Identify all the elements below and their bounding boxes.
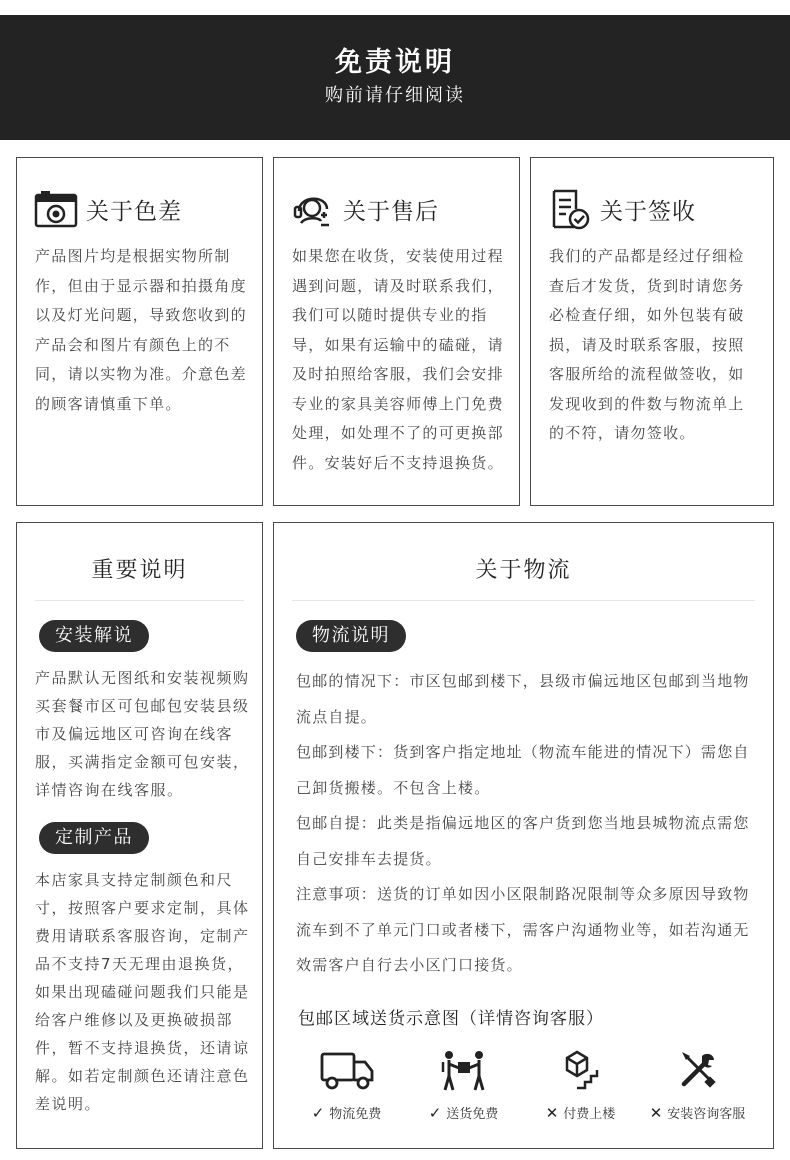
delivery-caption: 包邮区域送货示意图（详情咨询客服） [298, 1008, 604, 1029]
card-header [548, 186, 773, 232]
logistics-paragraph: 注意事项：送货的订单如因小区限制路况限制等众多原因导致物流车到不了单元门口或者楼下，需客户沟通物业等，如若沟通无效需客户自行去小区门口接货。 [296, 885, 750, 974]
logistics-tag: 物流说明 [296, 620, 406, 652]
check-icon: ✓ [428, 1103, 442, 1122]
cross-icon: ✕ [545, 1103, 559, 1122]
card-header [291, 186, 519, 232]
divider [292, 600, 755, 601]
custom-text: 本店家具支持定制颜色和尺寸，按照客户要求定制，具体费用请联系客服咨询，定制产品不支持7天无理由退换货，如果出现磕碰问题我们只能是给客户维修以及更换破损部件，暂不支持退换货，还请谅解。如若定制颜色还请注意色差说明。 [35, 871, 250, 1113]
card-title: 关于色差 [86, 198, 182, 225]
service-item [522, 1045, 639, 1122]
service-label: 安装咨询客服 [667, 1106, 746, 1122]
logistics-paragraph: 包邮自提：此类是指偏远地区的客户货到您当地县城物流点需您自己安排车去提货。 [296, 814, 750, 868]
logistics-paragraph: 包邮到楼下：货到客户指定地址（物流车能进的情况下）需您自己卸货搬楼。不包含上楼。 [296, 743, 750, 797]
document-check-icon [548, 187, 592, 231]
card-after-sales [273, 157, 520, 506]
service-item [405, 1045, 522, 1122]
logistics-paragraph: 包邮的情况下：市区包邮到楼下，县级市偏远地区包邮到当地物流点自提。 [296, 672, 750, 726]
tools-icon [639, 1045, 756, 1095]
camera-icon [34, 187, 78, 231]
section-title: 关于物流 [475, 558, 572, 583]
service-label: 送货免费 [446, 1106, 499, 1122]
card-title: 关于售后 [343, 198, 439, 225]
logistics-paragraphs [274, 664, 773, 984]
service-icons-row [288, 1045, 773, 1122]
check-icon: ✓ [311, 1103, 325, 1122]
logistics-panel [273, 522, 774, 1149]
divider [35, 600, 244, 601]
card-title: 关于签收 [600, 198, 696, 225]
card-text: 我们的产品都是经过仔细检查后才发货，货到时请您务必检查仔细，如外包装有破损，请及时联系客服，按照客服所给的流程做签收，如发现收到的件数与物流单上的不符，请勿签收。 [549, 247, 745, 442]
card-text: 如果您在收货，安装使用过程遇到问题，请及时联系我们，我们可以随时提供专业的指导，如果有运输中的磕碰，请及时拍照给客服，我们会安排专业的家具美容师傅上门免费处理，如处理不了的可更换部件。安装好后不支持退换货。 [292, 247, 504, 472]
service-label: 付费上楼 [563, 1106, 616, 1122]
header-banner [0, 15, 790, 140]
card-text: 产品图片均是根据实物所制作，但由于显示器和拍摄角度以及灯光问题，导致您收到的产品会和图片有颜色上的不同，请以实物为准。介意色差的顾客请慎重下单。 [35, 247, 247, 413]
box-stairs-icon [522, 1045, 639, 1095]
headset-service-icon [291, 187, 335, 231]
card-color-difference [16, 157, 263, 506]
install-text: 产品默认无图纸和安装视频购买套餐市区可包邮包安装县级市及偏远地区可咨询在线客服，买满指定金额可包安装，详情咨询在线客服。 [35, 669, 250, 799]
custom-tag: 定制产品 [39, 822, 149, 854]
page-title: 免责说明 [335, 47, 455, 78]
service-item [288, 1045, 405, 1122]
card-header [34, 186, 262, 232]
section-title: 重要说明 [91, 558, 188, 583]
cross-icon: ✕ [649, 1103, 663, 1122]
delivery-person-icon [405, 1045, 522, 1095]
important-notes-panel [16, 522, 263, 1149]
install-tag: 安装解说 [39, 620, 149, 652]
card-receipt [530, 157, 774, 506]
page-subtitle: 购前请仔细阅读 [325, 85, 465, 106]
service-label: 物流免费 [329, 1106, 382, 1122]
truck-icon [288, 1045, 405, 1095]
service-item [639, 1045, 756, 1122]
